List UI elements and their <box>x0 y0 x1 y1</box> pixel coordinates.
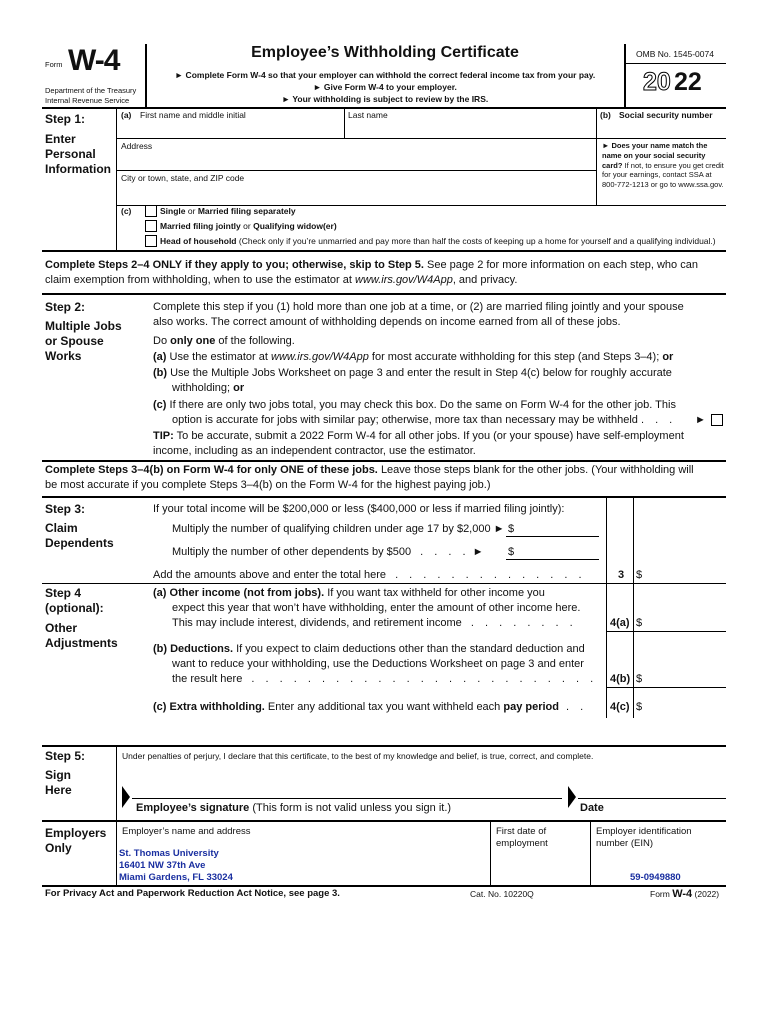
step3-title-line2: Dependents <box>45 536 114 550</box>
step2-title-line2: or Spouse <box>45 334 104 348</box>
step1-title-line2: Personal <box>45 147 96 161</box>
ein-label-line2: number (EIN) <box>596 838 654 849</box>
employer-address-line1[interactable]: 16401 NW 37th Ave <box>119 860 206 871</box>
step4-c-line: (c) Extra withholding. Enter any additional tax you want withheld each pay period . . <box>153 701 588 713</box>
privacy-notice: For Privacy Act and Paperwork Reduction Act Notice, see page 3. <box>45 888 340 899</box>
step2-option-b-line2: withholding; or <box>172 382 245 394</box>
step4-optional: (optional): <box>45 601 104 615</box>
filing-option-single: Single or Married filing separately <box>160 206 296 216</box>
city-label: City or town, state, and ZIP code <box>121 173 245 183</box>
step2-c-arrow: ► <box>695 414 706 426</box>
line-4b-number: 4(b) <box>610 673 631 685</box>
date-arrow-icon <box>568 786 576 808</box>
step4-b-line1: (b) Deductions. If you expect to claim deductions other than the standard deduction and <box>153 643 585 655</box>
year-outline: 20 <box>643 68 671 96</box>
step3-line3: Add the amounts above and enter the total here . . . . . . . . . . . . . . <box>153 569 586 581</box>
catalog-number: Cat. No. 10220Q <box>470 889 534 899</box>
first-name-field[interactable] <box>117 120 343 138</box>
line-4b-amount[interactable] <box>645 670 725 686</box>
head-of-household-checkbox[interactable] <box>145 235 157 247</box>
step5-title-line2: Here <box>45 783 72 797</box>
step4-b-line2: want to reduce your withholding, use the Deductions Worksheet on page 3 and enter <box>172 658 584 670</box>
step2-tip-line1: TIP: To be accurate, submit a 2022 Form W-4 for all other jobs. If you (or your spouse) have self-employment <box>153 430 684 442</box>
first-date-label-line1: First date of <box>496 826 547 837</box>
mid-line1: Complete Steps 3–4(b) on Form W-4 for only ONE of these jobs. Leave those steps blank for the other jobs. (Your withholding will <box>45 464 694 476</box>
page-title: Employee’s Withholding Certificate <box>251 44 519 61</box>
step3-intro: If your total income will be $200,000 or less ($400,000 or less if married filing jointly): <box>153 503 565 515</box>
step4-a-line1: (a) Other income (not from jobs). If you want tax withheld for other income you <box>153 587 545 599</box>
ssn-note-bold: ► Does your name match the name on your social security card? <box>602 141 708 170</box>
signature-field[interactable] <box>132 780 562 798</box>
other-dependents-amount[interactable] <box>518 543 598 559</box>
omb-number: OMB No. 1545-0074 <box>636 49 714 59</box>
ssn-label: Social security number <box>619 110 713 120</box>
line-4b-dollar: $ <box>636 673 643 685</box>
qualifying-children-amount[interactable] <box>518 520 598 536</box>
department: Department of the Treasury <box>45 86 137 95</box>
service: Internal Revenue Service <box>45 96 130 105</box>
line-4c-amount[interactable] <box>645 698 725 714</box>
married-jointly-checkbox[interactable] <box>145 220 157 232</box>
step2-option-c-line1: (c) If there are only two jobs total, you may check this box. Do the same on Form W-4 for the other job. This <box>153 399 676 411</box>
year-bold: 22 <box>674 68 702 96</box>
step2-option-c-line2: option is accurate for jobs with similar pay; otherwise, more tax than necessary may be withheld . . . <box>172 414 677 426</box>
employers-title-line2: Only <box>45 841 72 855</box>
step2-p2: also works. The correct amount of withholding depends on income earned from all of these jobs. <box>153 316 621 328</box>
instruction-1: ► Complete Form W-4 so that your employer can withhold the correct federal income tax from your pay. <box>174 70 596 80</box>
line-4c-dollar: $ <box>636 701 643 713</box>
step2-title-line3: Works <box>45 349 82 363</box>
employer-ein[interactable]: 59-0949880 <box>630 872 681 883</box>
line-4a-amount[interactable] <box>645 614 725 630</box>
line-4a-number: 4(a) <box>610 617 630 629</box>
step4-title-line2: Adjustments <box>45 636 118 650</box>
step5-label: Step 5: <box>45 749 86 763</box>
mid-line2: be most accurate if you complete Steps 3–4(b) on the Form W-4 for the highest paying job.) <box>45 479 491 491</box>
employers-title-line1: Employers <box>45 826 107 840</box>
step5-title-line1: Sign <box>45 768 71 782</box>
step2-option-a: (a) Use the estimator at www.irs.gov/W4App for most accurate withholding for this step (and Steps 3–4); or <box>153 351 674 363</box>
employer-address-line2[interactable]: Miami Gardens, FL 33024 <box>119 872 233 883</box>
step1-b-tag: (b) <box>600 110 611 120</box>
step2-tip-line2: income, including as an independent contractor, use the estimator. <box>153 445 476 457</box>
step1-title-line3: Information <box>45 162 111 176</box>
step2-label: Step 2: <box>45 300 86 314</box>
step4-label: Step 4 <box>45 586 82 600</box>
ssn-field[interactable] <box>597 120 725 138</box>
line-3-number: 3 <box>618 569 625 581</box>
filing-option-married: Married filing jointly or Qualifying widow(er) <box>160 221 337 231</box>
last-name-field[interactable] <box>345 120 595 138</box>
footer-form-id: Form W-4 (2022) <box>650 888 720 900</box>
first-name-label: First name and middle initial <box>140 110 246 120</box>
step4-b-line3: the result here . . . . . . . . . . . . . . . . . . . . . . . . . <box>172 673 598 685</box>
signature-arrow-icon <box>122 786 130 808</box>
step4-a-line3: This may include interest, dividends, and retirement income . . . . . . . . <box>172 617 577 629</box>
line-4c-number: 4(c) <box>610 701 630 713</box>
employer-name-label: Employer’s name and address <box>122 826 251 837</box>
intro-line1: Complete Steps 2–4 ONLY if they apply to you; otherwise, skip to Step 5. See page 2 for more information on each step, who can <box>45 259 698 271</box>
two-jobs-checkbox[interactable] <box>711 414 723 426</box>
step1-c-tag: (c) <box>121 206 132 216</box>
first-date-label-line2: employment <box>496 838 548 849</box>
step1-label: Step 1: <box>45 112 86 126</box>
instruction-3: ► Your withholding is subject to review by the IRS. <box>281 94 489 104</box>
step2-p1: Complete this step if you (1) hold more than one job at a time, or (2) are married filing jointly and your spouse <box>153 301 684 313</box>
last-name-label: Last name <box>348 110 388 120</box>
step3-label: Step 3: <box>45 502 86 516</box>
intro-line2: claim exemption from withholding, when to use the estimator at www.irs.gov/W4App, and privacy. <box>45 274 518 286</box>
form-word: Form <box>45 60 63 69</box>
step3-title-line1: Claim <box>45 521 78 535</box>
line-4a-dollar: $ <box>636 617 643 629</box>
ssn-note <box>602 141 724 190</box>
ssn-note-text: If not, to ensure you get credit for your earnings, contact SSA at 800-772-1213 or go to www.ssa.gov. <box>602 160 724 190</box>
address-label: Address <box>121 141 153 151</box>
step3-line2-dollar: $ <box>508 546 515 558</box>
step1-title-line1: Enter <box>45 132 76 146</box>
step2-do-only-one: Do only one of the following. <box>153 335 295 347</box>
filing-option-hoh: Head of household (Check only if you’re unmarried and pay more than half the costs of keeping up a home for yourself and a qualifying individual.) <box>160 236 716 246</box>
step3-line1: Multiply the number of qualifying children under age 17 by $2,000 ► <box>172 523 505 535</box>
single-checkbox[interactable] <box>145 205 157 217</box>
instruction-2: ► Give Form W-4 to your employer. <box>313 82 457 92</box>
first-date-field[interactable] <box>492 852 588 882</box>
step4-a-line2: expect this year that won’t have withholding, enter the amount of other income here. <box>172 602 581 614</box>
step1-a-tag: (a) <box>121 110 132 120</box>
line-3-amount[interactable] <box>645 566 725 582</box>
step2-title-line1: Multiple Jobs <box>45 319 122 333</box>
date-field[interactable] <box>578 780 723 798</box>
ein-label-line1: Employer identification <box>596 826 692 837</box>
step2-option-b-line1: (b) Use the Multiple Jobs Worksheet on page 3 and enter the result in Step 4(c) below for roughly accurate <box>153 367 672 379</box>
city-field[interactable] <box>117 183 595 203</box>
signature-label: Employee’s signature (This form is not valid unless you sign it.) <box>136 802 452 814</box>
employer-name[interactable]: St. Thomas University <box>119 848 219 859</box>
perjury-statement: Under penalties of perjury, I declare that this certificate, to the best of my knowledge and belief, is true, correct, and complete. <box>122 751 594 761</box>
date-label: Date <box>580 802 604 814</box>
step3-line1-dollar: $ <box>508 523 515 535</box>
line-3-dollar: $ <box>636 569 643 581</box>
form-id: W-4 <box>68 44 120 77</box>
step4-title-line1: Other <box>45 621 78 635</box>
address-field[interactable] <box>117 151 595 169</box>
estimator-link[interactable]: www.irs.gov/W4App <box>355 274 453 286</box>
step3-line2: Multiply the number of other dependents by $500 . . . . ► <box>172 546 484 558</box>
